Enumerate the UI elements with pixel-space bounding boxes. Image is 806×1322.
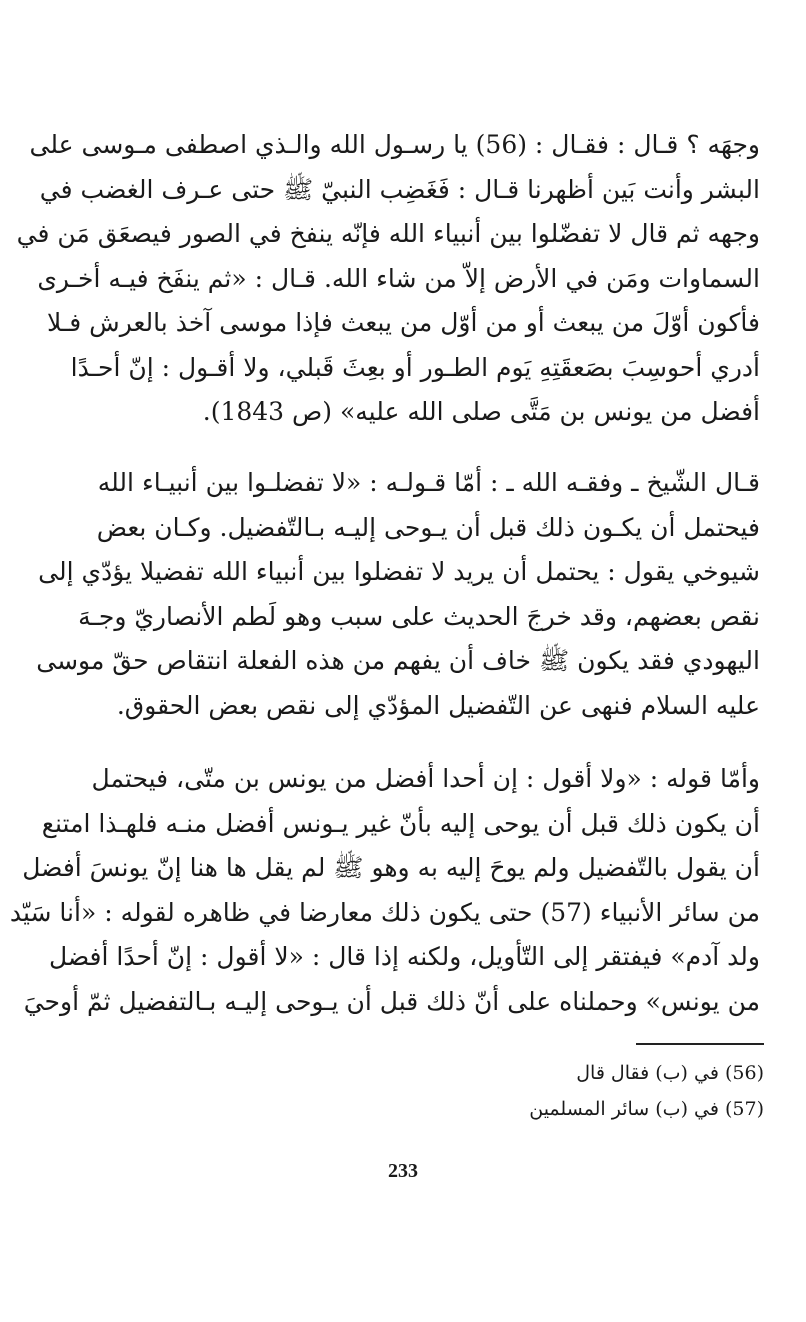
- text-line: وجهَه ؟ قـال : فقـال : (56) يا رسـول الله والـذي اصطفى مـوسى على: [29, 130, 760, 159]
- text-line: وأمّا قوله : «ولا أقول : إن أحدا أفضل من يونس بن متّى، فيحتمل: [91, 764, 760, 793]
- paragraph-3: [9, 757, 760, 1024]
- text-line: نقص بعضهم، وقد خرجَ الحديث على سبب وهو لَطم الأنصاريّ وجـهَ: [78, 601, 760, 631]
- text-line: وجهه ثم قال لا تفضّلوا بين أنبياء الله فإنّه ينفخ في الصور فيصعَق مَن في: [16, 219, 760, 248]
- text-line: اليهودي فقد يكون ﷺ خاف أن يفهم من هذه الفعلة انتقاص حقّ موسى: [36, 646, 760, 675]
- paragraph-2: [36, 461, 760, 728]
- footnote-56: (56) في (ب) فقال قال: [576, 1062, 764, 1084]
- text-line: قـال الشّيخ ـ وفقـه الله ـ : أمّا قـولـه : «لا تفضلـوا بين أنبيـاء الله: [97, 468, 760, 497]
- text-line: البشر وأنت بَين أظهرنا قـال : فَغَضِب النبيّ ﷺ حتى عـرف الغضب في: [39, 174, 760, 204]
- text-line: السماوات ومَن في الأرض إلاّ من شاء الله. قـال : «ثم ينفَخ فيـه أخـرى: [37, 263, 760, 293]
- text-line: أن يكون ذلك قبل أن يوحى إليه بأنّ غير يـونس أفضل منـه فلهـذا امتنع: [41, 808, 760, 838]
- text-line: أفضل من يونس بن مَتَّى صلى الله عليه» (ص 1843).: [202, 397, 760, 426]
- page-number: 233: [388, 1160, 418, 1182]
- text-line: أن يقول بالتّفضيل ولم يوحَ إليه به وهو ﷺ لم يقل ها هنا إنّ يونسَ أفضل: [22, 853, 760, 882]
- text-line: أدري أحوسِبَ بصَعقَتِهِ يَوم الطـور أو بعِثَ قَبلي، ولا أقـول : إنّ أحـدًا: [70, 352, 760, 382]
- text-line: شيوخي يقول : يحتمل أن يريد لا تفضلوا بين أنبياء الله تفضيلا يؤدّي إلى: [38, 557, 760, 586]
- footnotes: [430, 1055, 764, 1127]
- footnote-57: (57) في (ب) سائر المسلمين: [529, 1098, 764, 1120]
- text-line: ولد آدم» فيفتقر إلى التّأويل، ولكنه إذا قال : «لا أقول : إنّ أحدًا أفضل: [48, 942, 760, 971]
- text-line: فأكون أوّلَ من يبعث أو من أوّل من يبعث فإذا موسى آخذ بالعرش فـلا: [47, 308, 760, 337]
- footnote-divider: [636, 1043, 764, 1045]
- text-line: عليه السلام فنهى عن التّفضيل المؤدّي إلى نقص بعض الحقوق.: [116, 690, 760, 720]
- text-line: فيحتمل أن يكـون ذلك قبل أن يـوحى إليـه بـالتّفضيل. وكـان بعض: [96, 512, 760, 542]
- paragraph-1: [16, 123, 760, 435]
- text-line: من سائر الأنبياء (57) حتى يكون ذلك معارضا في ظاهره لقوله : «أنا سَيّد: [9, 897, 760, 927]
- text-line: من يونس» وحملناه على أنّ ذلك قبل أن يـوحى إليـه بـالتفضيل ثمّ أوحيَ: [23, 986, 760, 1016]
